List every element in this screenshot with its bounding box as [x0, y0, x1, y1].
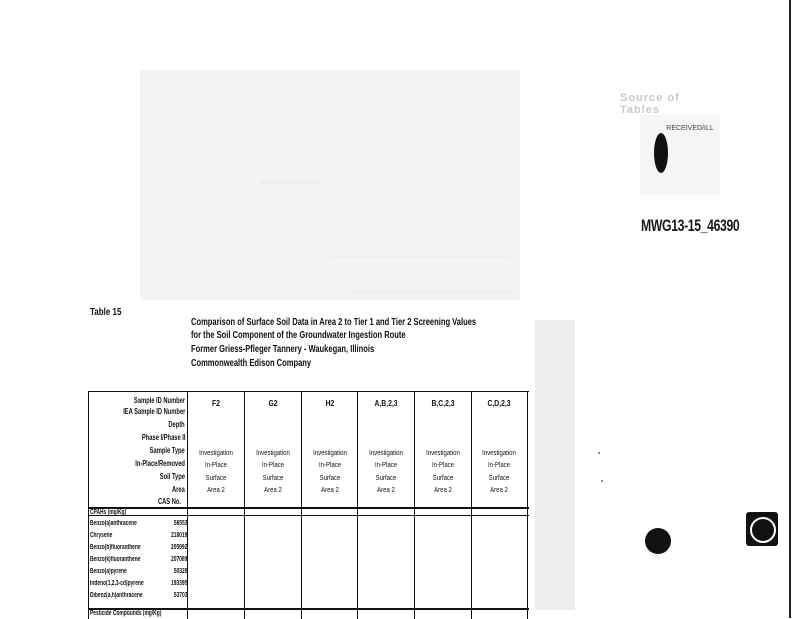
column-id: H2 — [325, 399, 335, 408]
title-line-4: Commonwealth Edison Company — [191, 357, 312, 369]
column-details: Investigation In-Place Surface Area 2 — [426, 448, 460, 494]
title-line-3: Former Griess-Pfleger Tannery - Waukegan, Illinois — [191, 343, 375, 355]
column-details: Investigation In-Place Surface Area 2 — [256, 448, 290, 494]
document-id: MWG13-15_46390 — [641, 216, 740, 235]
row-labels — [89, 395, 185, 507]
column-details: Investigation In-Place Surface Area 2 — [482, 448, 516, 494]
analyte-name: Benzo(a)pyrene — [90, 568, 127, 575]
column-details: Investigation In-Place Surface Area 2 — [369, 448, 403, 494]
punch-hole-marker — [746, 512, 778, 546]
column-id: B,C,2,3 — [431, 399, 455, 408]
analyte-cas: 218019 — [170, 532, 187, 539]
scan-artifact — [330, 255, 510, 258]
analyte-cas: 53703 — [173, 592, 187, 599]
column-id: A,B,2,3 — [374, 399, 398, 408]
analyte-name: Chrysene — [90, 532, 113, 539]
scan-speck — [601, 480, 603, 482]
scan-artifact — [350, 290, 510, 293]
analyte-name: Indeno(1,2,3-cd)pyrene — [90, 580, 144, 587]
stamp-text: RECEIVED/ILL — [666, 125, 714, 132]
data-table — [88, 391, 529, 619]
row-label: Area — [172, 485, 185, 494]
page-edge — [789, 0, 791, 618]
analyte-cas: 205992 — [170, 544, 187, 551]
row-label: Depth — [168, 420, 185, 429]
punch-hole — [645, 528, 671, 554]
scan-artifact — [140, 70, 520, 300]
analyte-cas: 207089 — [170, 556, 187, 563]
title-line-1: Comparison of Surface Soil Data in Area 2 to Tier 1 and Tier 2 Screening Values — [191, 316, 477, 328]
column-id: C,D,2,3 — [487, 399, 511, 408]
row-label: In-Place/Removed — [135, 459, 185, 468]
row-label: CAS No. — [157, 497, 181, 506]
scan-artifact — [535, 320, 575, 610]
row-label: Phase I/Phase II — [141, 433, 185, 442]
analyte-cas: 193395 — [170, 580, 187, 587]
column-id: G2 — [268, 399, 278, 408]
row-label: Sample ID Number — [133, 396, 185, 405]
column-details: Investigation In-Place Surface Area 2 — [199, 448, 233, 494]
analyte-cas: 56553 — [173, 520, 187, 527]
analyte-name: Benzo(k)fluoranthene — [90, 556, 141, 563]
section-header: CPAHs (mg/Kg) — [90, 509, 127, 516]
scan-speck — [598, 452, 600, 454]
table-label: Table 15 — [90, 307, 122, 318]
analyte-name: Benzo(b)fluoranthene — [90, 544, 141, 551]
column-details: Investigation In-Place Surface Area 2 — [313, 448, 347, 494]
analyte-name: Benzo(a)anthracene — [90, 520, 137, 527]
title-line-2: for the Soil Component of the Groundwater Ingestion Route — [191, 329, 406, 341]
faint-header: Source of Tables — [620, 92, 680, 116]
ink-blot — [654, 133, 668, 173]
scan-artifact — [260, 180, 320, 184]
column-id: F2 — [212, 399, 220, 408]
section-header: Pesticide Compounds (mg/Kg) — [90, 610, 162, 617]
analyte-name: Dibenz(a,h)anthracene — [90, 592, 143, 599]
row-label: Sample Type — [149, 446, 185, 455]
analyte-cas: 50328 — [173, 568, 187, 575]
row-label: Soil Type — [159, 472, 185, 481]
row-label: IEA Sample ID Number — [122, 407, 185, 416]
